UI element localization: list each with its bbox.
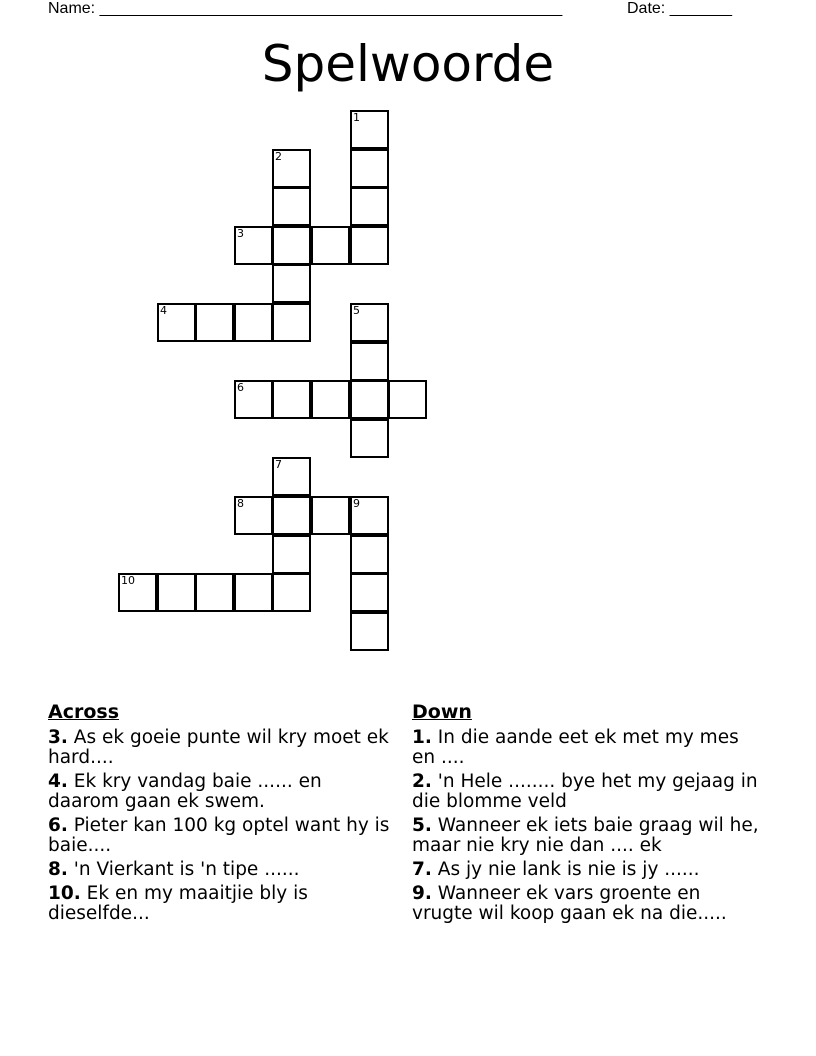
- crossword-cell[interactable]: [350, 496, 389, 535]
- clue-number: 1.: [412, 727, 432, 748]
- date-field-label: Date: _______: [627, 0, 732, 17]
- across-clues: [48, 700, 398, 924]
- crossword-cell[interactable]: [234, 380, 273, 419]
- clue-text: As ek goeie punte wil kry moet ek hard....: [48, 727, 389, 768]
- crossword-cell[interactable]: [350, 110, 389, 149]
- clue-number: 6.: [48, 815, 68, 836]
- crossword-cell[interactable]: [234, 226, 273, 265]
- across-clue: [48, 884, 398, 924]
- cell-number: 2: [275, 150, 282, 163]
- cell-number: 4: [160, 304, 167, 317]
- crossword-cell[interactable]: [272, 573, 311, 612]
- down-clue: [412, 860, 762, 880]
- crossword-cell[interactable]: [157, 573, 196, 612]
- down-clue: [412, 884, 762, 924]
- down-clues: [412, 700, 762, 924]
- cell-number: 8: [237, 497, 244, 510]
- page-title: Spelwoorde: [261, 35, 555, 93]
- cell-number: 10: [121, 574, 135, 587]
- across-clue: [48, 816, 398, 856]
- crossword-cell[interactable]: [311, 380, 350, 419]
- crossword-cell[interactable]: [272, 226, 311, 265]
- cell-number: 3: [237, 227, 244, 240]
- down-clue: [412, 816, 762, 856]
- clue-number: 9.: [412, 883, 432, 904]
- name-field-label: Name: ____________________________________________________: [48, 0, 563, 17]
- clue-text: As jy nie lank is nie is jy ......: [437, 859, 700, 880]
- crossword-cell[interactable]: [272, 535, 311, 574]
- clue-number: 4.: [48, 771, 68, 792]
- crossword-cell[interactable]: [350, 535, 389, 574]
- crossword-cell[interactable]: [195, 303, 234, 342]
- clue-text: In die aande eet ek met my mes en ....: [412, 727, 739, 768]
- clue-number: 2.: [412, 771, 432, 792]
- down-clue: [412, 728, 762, 768]
- across-clue: [48, 860, 398, 880]
- crossword-cell[interactable]: [272, 380, 311, 419]
- cell-number: 1: [353, 111, 360, 124]
- clue-number: 5.: [412, 815, 432, 836]
- clue-text: Ek kry vandag baie ...... en daarom gaan ek swem.: [48, 771, 322, 812]
- across-clue: [48, 728, 398, 768]
- across-clue: [48, 772, 398, 812]
- cell-number: 7: [275, 458, 282, 471]
- clue-text: Wanneer ek vars groente en vrugte wil koop gaan ek na die.....: [412, 883, 727, 924]
- crossword-cell[interactable]: [118, 573, 157, 612]
- clue-number: 10.: [48, 883, 81, 904]
- clue-number: 7.: [412, 859, 432, 880]
- crossword-cell[interactable]: [272, 496, 311, 535]
- crossword-cell[interactable]: [272, 264, 311, 303]
- crossword-cell[interactable]: [195, 573, 234, 612]
- crossword-cell[interactable]: [350, 149, 389, 188]
- crossword-cell[interactable]: [350, 380, 389, 419]
- clue-text: Ek en my maaitjie bly is dieselfde...: [48, 883, 308, 924]
- crossword-cell[interactable]: [311, 226, 350, 265]
- clue-text: Pieter kan 100 kg optel want hy is baie....: [48, 815, 390, 856]
- crossword-cell[interactable]: [350, 303, 389, 342]
- crossword-cell[interactable]: [350, 187, 389, 226]
- crossword-cell[interactable]: [272, 457, 311, 496]
- across-heading: Across: [48, 701, 120, 723]
- clue-text: Wanneer ek iets baie graag wil he, maar nie kry nie dan .... ek: [412, 815, 759, 856]
- crossword-cell[interactable]: [272, 187, 311, 226]
- crossword-cell[interactable]: [272, 149, 311, 188]
- clue-number: 3.: [48, 727, 68, 748]
- crossword-cell[interactable]: [272, 303, 311, 342]
- crossword-cell[interactable]: [234, 496, 273, 535]
- crossword-cell[interactable]: [350, 612, 389, 651]
- crossword-cell[interactable]: [350, 226, 389, 265]
- cell-number: 6: [237, 381, 244, 394]
- crossword-cell[interactable]: [157, 303, 196, 342]
- clue-text: 'n Hele ........ bye het my gejaag in die blomme veld: [412, 771, 758, 812]
- down-heading: Down: [412, 701, 472, 723]
- cell-number: 5: [353, 304, 360, 317]
- clue-text: 'n Vierkant is 'n tipe ......: [73, 859, 300, 880]
- crossword-cell[interactable]: [234, 573, 273, 612]
- crossword-cell[interactable]: [350, 573, 389, 612]
- clue-number: 8.: [48, 859, 68, 880]
- crossword-cell[interactable]: [234, 303, 273, 342]
- cell-number: 9: [353, 497, 360, 510]
- crossword-cell[interactable]: [388, 380, 427, 419]
- crossword-cell[interactable]: [311, 496, 350, 535]
- crossword-cell[interactable]: [350, 342, 389, 381]
- crossword-cell[interactable]: [350, 419, 389, 458]
- down-clue: [412, 772, 762, 812]
